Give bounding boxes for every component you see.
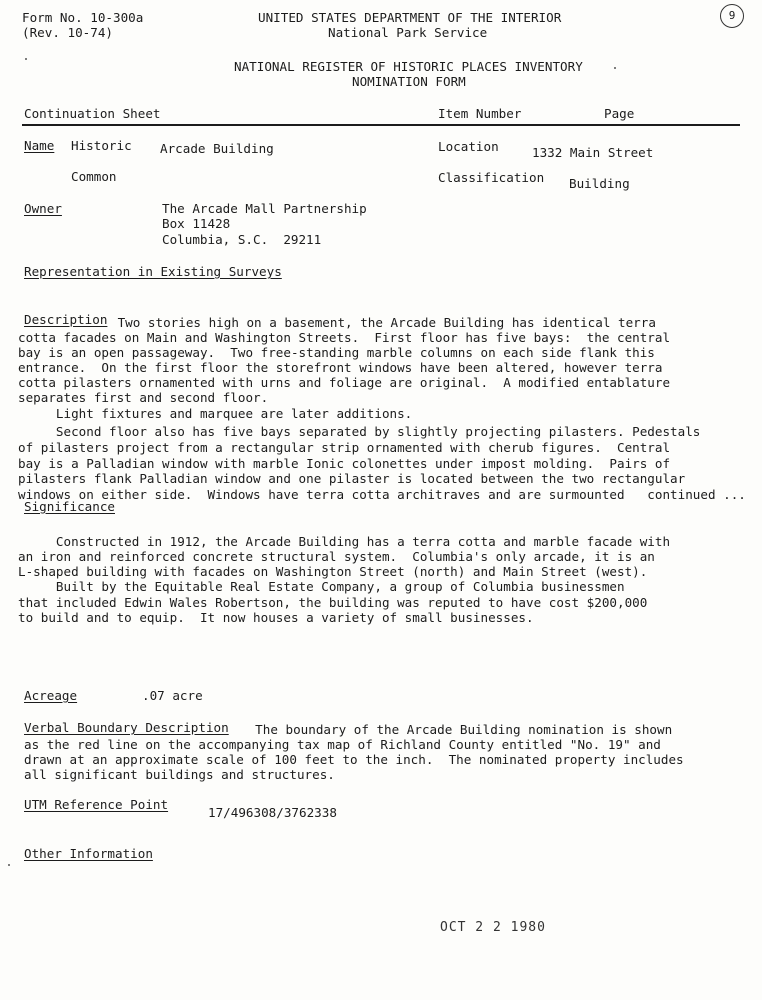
description-line: pilasters flank Palladian window and one pilaster is located between the two rectangular <box>18 471 686 486</box>
service-heading: National Park Service <box>328 25 488 40</box>
boundary-line: drawn at an approximate scale of 100 feet to the inch. The nominated property includes <box>24 752 684 767</box>
name-label: Name <box>24 138 55 153</box>
form-title: NATIONAL REGISTER OF HISTORIC PLACES INVENTORY <box>234 59 583 74</box>
description-line: bay is an open passageway. Two free-standing marble columns on each side flank this <box>18 345 655 360</box>
description-line: of pilasters project from a rectangular strip ornamented with cherub figures. Central <box>18 440 671 455</box>
description-line: cotta pilasters ornamented with urns and foliage are original. A modified entablature <box>18 375 671 390</box>
description-label: Description <box>24 312 108 327</box>
classification-label: Classification <box>438 170 545 185</box>
significance-line: an iron and reinforced concrete structural system. Columbia's only arcade, it is an <box>18 549 655 564</box>
significance-line: Built by the Equitable Real Estate Company, a group of Columbia businessmen <box>18 579 625 594</box>
handwritten-page-number: 9 <box>720 4 744 28</box>
owner-line-1: The Arcade Mall Partnership <box>162 201 367 216</box>
continuation-sheet-label: Continuation Sheet <box>24 106 161 121</box>
common-label: Common <box>71 169 117 184</box>
significance-line: Constructed in 1912, the Arcade Building has a terra cotta and marble facade with <box>18 534 671 549</box>
scan-speck <box>8 864 10 866</box>
description-line: cotta facades on Main and Washington Streets. First floor has five bays: the central <box>18 330 671 345</box>
owner-label: Owner <box>24 201 62 216</box>
location-label: Location <box>438 139 499 154</box>
acreage-label: Acreage <box>24 688 78 703</box>
description-line: Light fixtures and marquee are later additions. <box>18 406 413 421</box>
form-subtitle: NOMINATION FORM <box>352 74 466 89</box>
owner-line-2: Box 11428 <box>162 216 231 231</box>
historic-name-value: Arcade Building <box>160 141 274 156</box>
location-value: 1332 Main Street <box>532 145 654 160</box>
significance-line: L-shaped building with facades on Washington Street (north) and Main Street (west). <box>18 564 648 579</box>
department-heading: UNITED STATES DEPARTMENT OF THE INTERIOR <box>258 10 562 25</box>
representation-label: Representation in Existing Surveys <box>24 264 282 279</box>
boundary-line: The boundary of the Arcade Building nomination is shown <box>240 722 673 737</box>
received-date-stamp: OCT 2 2 1980 <box>440 920 546 935</box>
scan-speck <box>25 58 27 60</box>
historic-label: Historic <box>71 138 132 153</box>
header-rule <box>22 124 740 126</box>
item-number-label: Item Number <box>438 106 522 121</box>
form-number: Form No. 10-300a <box>22 10 144 25</box>
classification-value: Building <box>569 176 630 191</box>
description-line: windows on either side. Windows have terra cotta architraves and are surmounted continued ... <box>18 487 746 502</box>
boundary-line: all significant buildings and structures. <box>24 767 335 782</box>
utm-value: 17/496308/3762338 <box>208 805 337 820</box>
boundary-label: Verbal Boundary Description <box>24 720 229 735</box>
description-line: separates first and second floor. <box>18 390 269 405</box>
description-line: bay is a Palladian window with marble Ionic colonettes under impost molding. Pairs of <box>18 456 671 471</box>
scan-speck <box>614 67 616 69</box>
boundary-line: as the red line on the accompanying tax map of Richland County entitled "No. 19" and <box>24 737 661 752</box>
description-line: Two stories high on a basement, the Arcade Building has identical terra <box>110 315 656 330</box>
description-line: Second floor also has five bays separated by slightly projecting pilasters. Pedestals <box>18 424 701 439</box>
significance-line: to build and to equip. It now houses a variety of small businesses. <box>18 610 534 625</box>
other-information-label: Other Information <box>24 846 153 861</box>
owner-line-3: Columbia, S.C. 29211 <box>162 232 322 247</box>
page-label: Page <box>604 106 635 121</box>
significance-line: that included Edwin Wales Robertson, the building was reputed to have cost $200,000 <box>18 595 648 610</box>
utm-label: UTM Reference Point <box>24 797 169 812</box>
form-revision: (Rev. 10-74) <box>22 25 113 40</box>
description-line: entrance. On the first floor the storefront windows have been altered, however terra <box>18 360 663 375</box>
significance-label: Significance <box>24 499 115 514</box>
acreage-value: .07 acre <box>142 688 203 703</box>
